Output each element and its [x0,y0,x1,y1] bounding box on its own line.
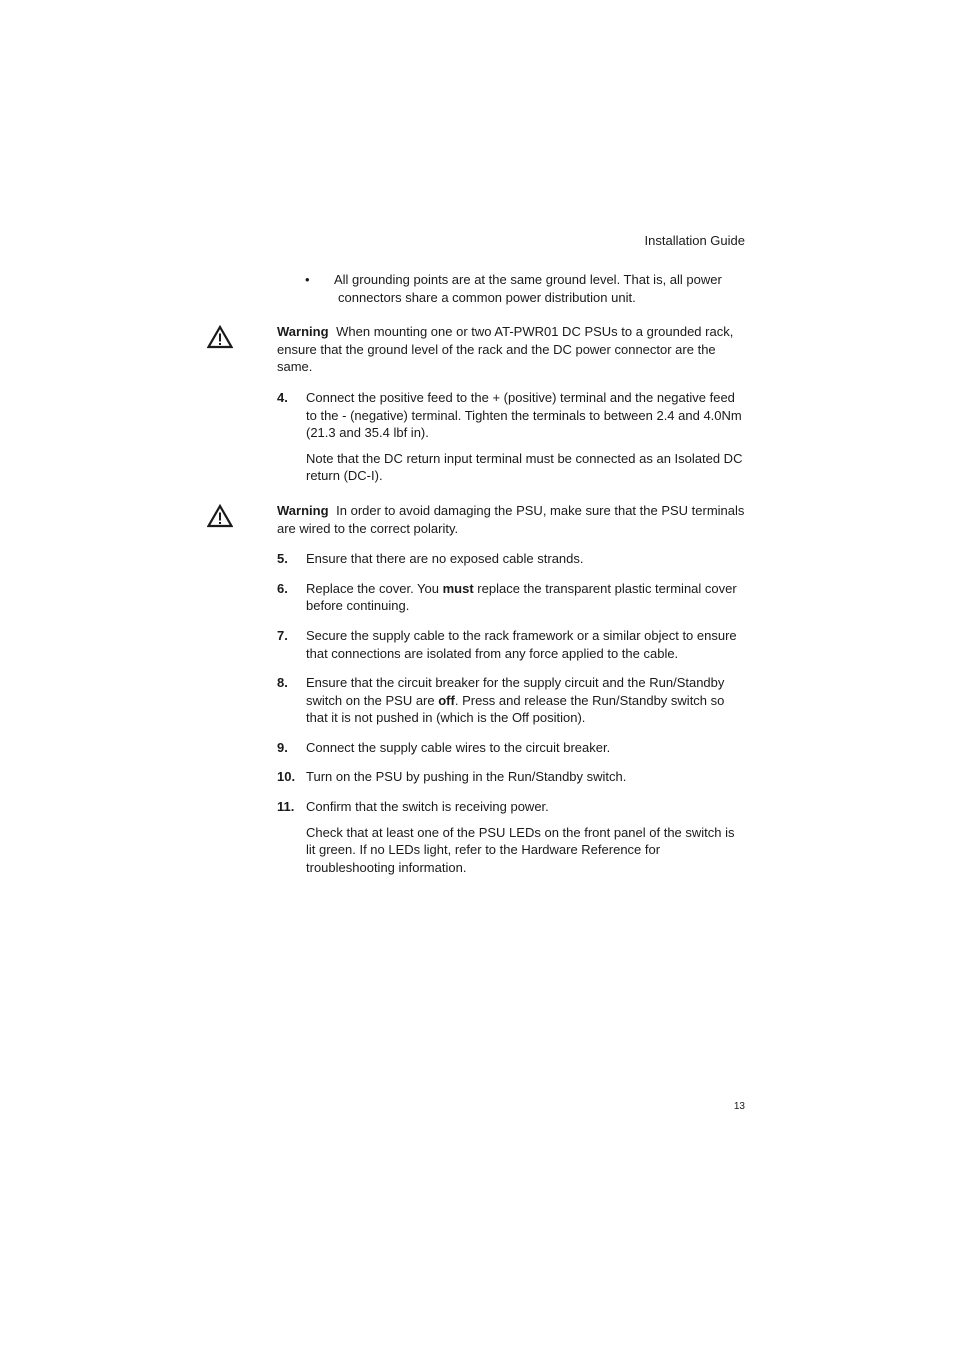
warning-text: When mounting one or two AT-PWR01 DC PSUs to a grounded rack, ensure that the ground level of the rack and the DC power connector are the same. [277,324,734,375]
step-10 [277,768,745,786]
warning-label: Warning [277,502,329,518]
bullet-item [276,271,745,306]
step-number: 5. [277,551,288,567]
warning-label: Warning [277,324,329,340]
page-number: 13 [733,1101,745,1112]
step-5 [277,550,745,568]
step-number: 6. [277,580,288,596]
warning-triangle-icon [207,325,233,349]
step-text: Ensure that there are no exposed cable strands. [306,551,584,567]
step-text: Ensure that the circuit breaker for the supply circuit and the Run/Standby switch on the PSU are off. Press and release the Run/Standby switch so that it is not pushed in (which is the Off position). [306,675,725,726]
step-note: Check that at least one of the PSU LEDs on the front panel of the switch is lit green. If no LEDs light, refer to the Hardware Reference for troubleshooting information. [306,824,735,875]
bullet-symbol: • [305,272,310,287]
step-text: Connect the supply cable wires to the circuit breaker. [306,739,611,755]
step-9 [277,739,745,757]
step-text: Replace the cover. You must replace the transparent plastic terminal cover before continuing. [306,580,737,614]
emphasis-off: off [438,692,455,708]
step-11 [277,798,745,876]
step-8 [277,674,745,727]
warning-block-grounding [277,323,745,376]
warning-triangle-icon [207,504,233,528]
step-number: 8. [277,675,288,691]
warning-block-polarity [277,502,745,537]
step-text: Turn on the PSU by pushing in the Run/Standby switch. [306,769,627,785]
step-number: 10. [277,769,296,785]
step-number: 11. [277,799,295,815]
step-text: Connect the positive feed to the + (positive) terminal and the negative feed to the - (negative) terminal. Tighten the terminals to between 2.4 and 4.0Nm (21.3 and 35.4 lbf in). [306,389,742,441]
step-note: Note that the DC return input terminal must be connected as an Isolated DC return (DC-I). [306,450,743,484]
step-7 [277,627,745,662]
warning-text: In order to avoid damaging the PSU, make sure that the PSU terminals are wired to the correct polarity. [277,502,745,536]
step-text: Secure the supply cable to the rack framework or a similar object to ensure that connections are isolated from any force applied to the cable. [306,627,737,661]
emphasis-must: must [442,580,474,596]
step-6 [277,580,745,615]
step-text: Confirm that the switch is receiving power. [306,799,549,815]
step-number: 4. [277,389,288,405]
running-header: Installation Guide [644,233,745,248]
step-number: 9. [277,739,288,755]
step-number: 7. [277,627,288,643]
bullet-text: All grounding points are at the same ground level. That is, all power connectors share a common power distribution unit. [334,272,722,305]
step-4 [277,389,745,485]
page-content [277,271,745,876]
